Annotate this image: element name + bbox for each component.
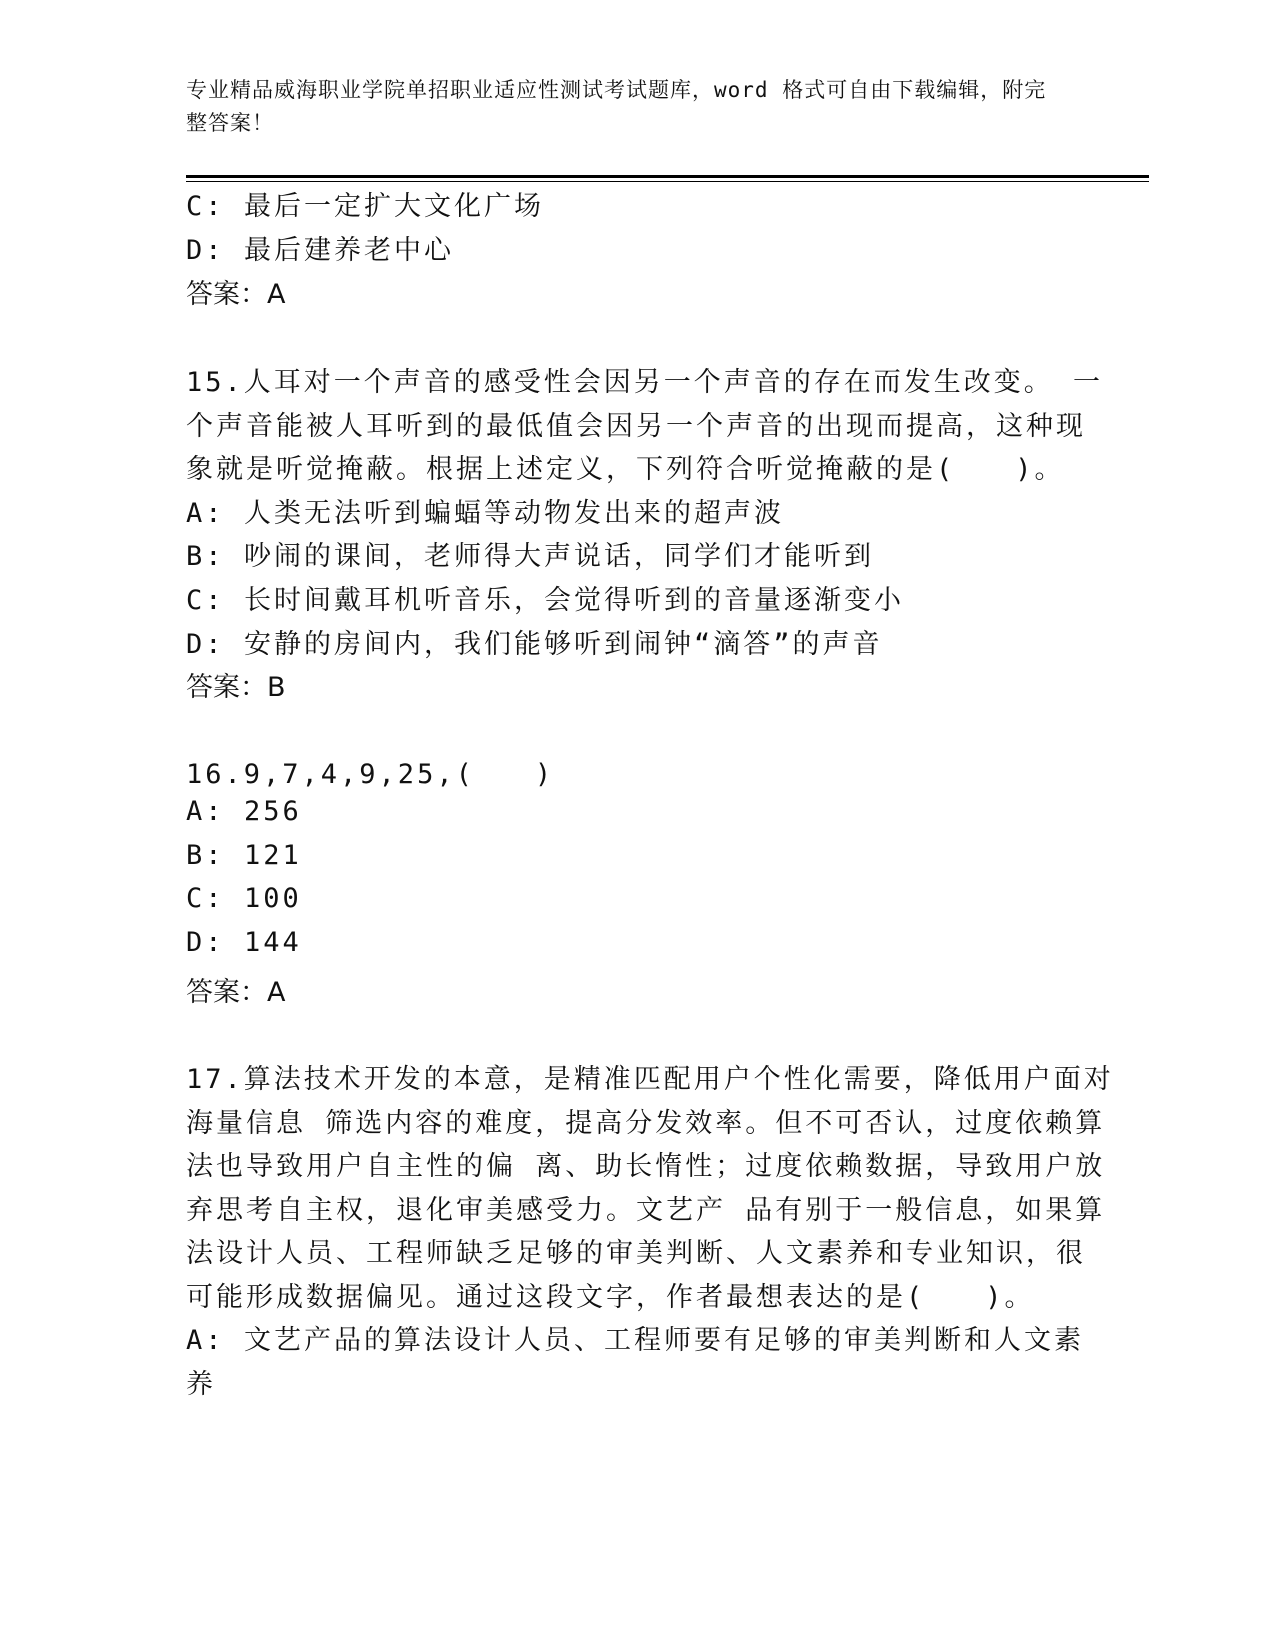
- question-text: 海量信息 筛选内容的难度，提高分发效率。但不可否认，过度依赖算: [186, 1108, 1106, 1139]
- answer: 答案：A: [186, 977, 286, 1008]
- option-c: C: 最后一定扩大文化广场: [186, 191, 544, 222]
- option-b: B: 吵闹的课间，老师得大声说话，同学们才能听到: [186, 541, 874, 572]
- question-text: 个声音能被人耳听到的最低值会因另一个声音的出现而提高，这种现: [186, 411, 1086, 442]
- option-c: C: 100: [186, 883, 302, 914]
- question-text: 法设计人员、工程师缺乏足够的审美判断、人文素养和专业知识，很: [186, 1238, 1086, 1269]
- question-text: 16.9,7,4,9,25,( ): [186, 759, 555, 790]
- option-d: D: 最后建养老中心: [186, 235, 454, 266]
- header-rule-thin: [186, 181, 1149, 182]
- question-text: 17.算法技术开发的本意，是精准匹配用户个性化需要，降低用户面对: [186, 1064, 1114, 1095]
- option-continuation: 养: [186, 1369, 216, 1400]
- answer: 答案：B: [186, 672, 286, 703]
- option-b: B: 121: [186, 840, 302, 871]
- answer: 答案：A: [186, 279, 286, 310]
- question-text: 可能形成数据偏见。通过这段文字，作者最想表达的是( )。: [186, 1282, 1035, 1313]
- option-a: A: 人类无法听到蝙蝠等动物发出来的超声波: [186, 498, 784, 529]
- header-rule-thick: [186, 175, 1149, 178]
- question-text: 弃思考自主权，退化审美感受力。文艺产 品有别于一般信息，如果算: [186, 1195, 1106, 1226]
- question-text: 15.人耳对一个声音的感受性会因另一个声音的存在而发生改变。 一: [186, 367, 1104, 398]
- question-text: 象就是听觉掩蔽。根据上述定义，下列符合听觉掩蔽的是( )。: [186, 454, 1065, 485]
- question-text: 法也导致用户自主性的偏 离、助长惰性；过度依赖数据，导致用户放: [186, 1151, 1106, 1182]
- option-c: C: 长时间戴耳机听音乐，会觉得听到的音量逐渐变小: [186, 585, 904, 616]
- document-header: 专业精品威海职业学院单招职业适应性测试考试题库，word 格式可自由下载编辑，附完整答案！: [186, 78, 1047, 135]
- option-d: D: 144: [186, 927, 302, 958]
- option-a: A: 256: [186, 796, 302, 827]
- option-d: D: 安静的房间内，我们能够听到闹钟“滴答”的声音: [186, 629, 883, 660]
- option-a: A: 文艺产品的算法设计人员、工程师要有足够的审美判断和人文素: [186, 1325, 1084, 1356]
